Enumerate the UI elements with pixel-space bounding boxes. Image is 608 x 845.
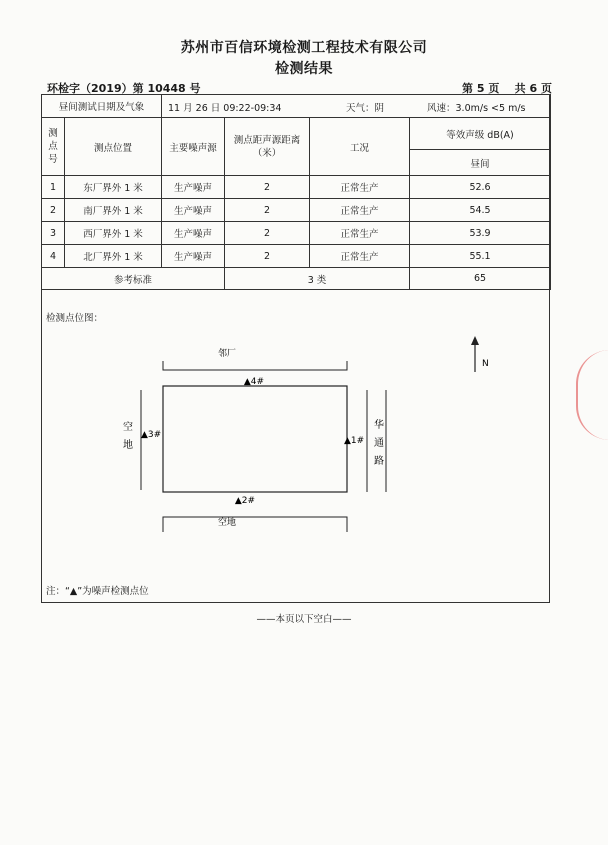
cell-value: 54.5 [410,199,551,222]
header-period: 昼间 [410,150,551,176]
cell-source: 生产噪声 [162,245,225,268]
standard-row [42,268,551,290]
cell-distance: 2 [225,199,310,222]
north-neighbor-label: 邻厂 [217,349,237,359]
meta-row [42,95,551,118]
point-3-marker: ▲3# [141,430,162,440]
cell-position: 南厂界外 1 米 [65,199,162,222]
west-neighbor-label-1: 空 [123,422,133,433]
cell-no: 4 [42,245,65,268]
header-distance-text: 测点距声源距离（米） [233,134,301,159]
cell-no: 1 [42,176,65,199]
document-subtitle: 检测结果 [275,61,333,77]
cell-value: 55.1 [410,245,551,268]
cell-value: 53.9 [410,222,551,245]
cell-position: 北厂界外 1 米 [65,245,162,268]
cell-no: 3 [42,222,65,245]
standard-class: 3 类 [225,268,410,290]
cell-distance: 2 [225,176,310,199]
site-boundary [163,386,347,492]
south-bracket [163,517,347,532]
south-neighbor-label: 空地 [217,518,237,528]
header-source: 主要噪声源 [162,118,225,176]
legend-note: 注：“▲”为噪声检测点位 [46,586,149,597]
road-label-2: 通 [374,438,384,449]
cell-condition: 正常生产 [310,245,410,268]
seal-stamp-edge [576,350,608,440]
site-map [41,320,550,580]
page-info: 第 5 页 共 6 页 [462,82,552,95]
table-row [42,222,551,245]
meta-values [162,95,551,118]
north-label: N [482,359,489,369]
west-neighbor-label-2: 地 [123,440,133,451]
cell-source: 生产噪声 [162,222,225,245]
header-level: 等效声级 dB(A) [410,118,551,150]
header-row [42,118,551,150]
report-number: 环检字（2019）第 10448 号 [47,82,201,95]
cell-position: 西厂界外 1 米 [65,222,162,245]
company-name: 苏州市百信环境检测工程技术有限公司 [180,40,428,56]
meta-date: 11 月 26 日 09:22-09:34 [168,103,282,114]
cell-value: 52.6 [410,176,551,199]
cell-source: 生产噪声 [162,199,225,222]
point-4-marker: ▲4# [243,377,265,387]
meta-wind: 风速：3.0m/s <5 m/s [427,103,526,114]
header-condition: 工况 [310,118,410,176]
cell-source: 生产噪声 [162,176,225,199]
standard-limit: 65 [410,268,551,290]
table-row [42,176,551,199]
header-position: 测点位置 [65,118,162,176]
map-section-label: 检测点位图： [46,313,104,324]
standard-label: 参考标准 [42,268,225,290]
cell-no: 2 [42,199,65,222]
meta-weather: 天气：阴 [346,103,385,114]
cell-condition: 正常生产 [310,222,410,245]
header-no-text: 测点号 [48,128,58,165]
table-row [42,199,551,222]
meta-label: 昼间测试日期及气象 [42,95,162,118]
table-row [42,245,551,268]
cell-condition: 正常生产 [310,199,410,222]
cell-condition: 正常生产 [310,176,410,199]
road-label-3: 路 [374,456,384,467]
header-no [42,118,65,176]
blank-footer: ——本页以下空白—— [256,614,352,625]
point-1-marker: ▲1# [344,436,365,446]
cell-distance: 2 [225,245,310,268]
cell-position: 东厂界外 1 米 [65,176,162,199]
results-table [41,94,551,290]
point-2-marker: ▲2# [234,496,256,506]
header-distance [225,118,310,176]
cell-distance: 2 [225,222,310,245]
north-arrow [471,336,489,372]
north-bracket [163,361,347,370]
road-label-1: 华 [374,420,384,431]
